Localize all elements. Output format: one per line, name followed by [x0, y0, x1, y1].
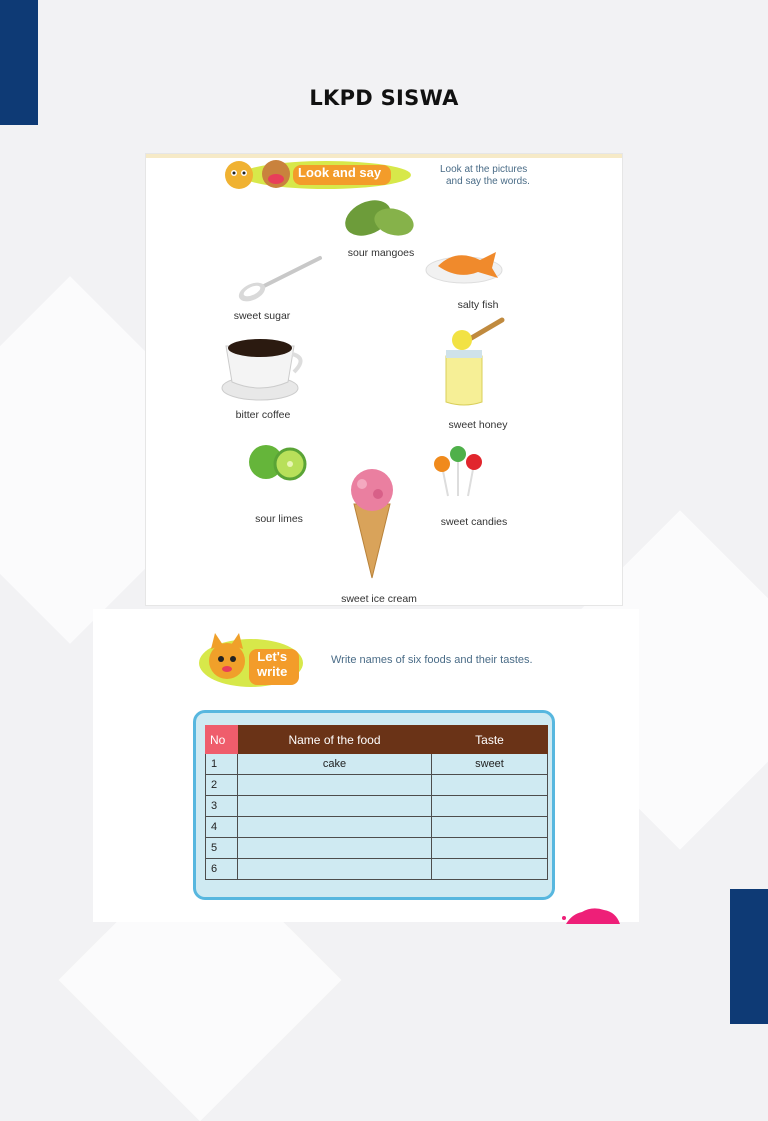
row-number: 2: [206, 775, 238, 796]
navy-corner-bottom-right: [730, 889, 768, 1024]
row-number: 1: [206, 754, 238, 775]
banner-line-2: write: [257, 664, 288, 679]
row-number: 4: [206, 817, 238, 838]
table-row: [206, 754, 548, 775]
table-row: [206, 859, 548, 880]
taste-cell[interactable]: [432, 838, 548, 859]
cat-icon: [209, 643, 245, 679]
taste-cell[interactable]: [432, 775, 548, 796]
lime-icon: [246, 440, 310, 484]
instruction-line-2: and say the words.: [446, 176, 530, 187]
food-name-cell[interactable]: [238, 796, 432, 817]
candy-icon: [432, 444, 488, 500]
food-label: sour limes: [255, 513, 303, 525]
lets-write-panel: [93, 609, 639, 922]
food-label: sour mangoes: [347, 247, 415, 259]
taste-cell[interactable]: sweet: [432, 754, 548, 775]
taste-cell[interactable]: [432, 859, 548, 880]
look-and-say-instruction: [440, 164, 530, 188]
mango-icon: [338, 194, 418, 242]
instruction-line-1: Look at the pictures: [440, 164, 528, 175]
table-row: [206, 817, 548, 838]
taste-cell[interactable]: [432, 796, 548, 817]
table-row: [206, 796, 548, 817]
food-label: sweet sugar: [233, 310, 291, 322]
food-taste-table: [205, 725, 548, 880]
food-name-cell[interactable]: [238, 838, 432, 859]
page-title: LKPD SISWA: [309, 86, 459, 110]
header-no: No: [206, 726, 238, 754]
food-name-cell[interactable]: cake: [238, 754, 432, 775]
spoon-icon: [236, 252, 326, 302]
food-name-cell[interactable]: [238, 817, 432, 838]
food-label: bitter coffee: [235, 409, 291, 421]
header-food-name: Name of the food: [238, 726, 432, 754]
honey-icon: [438, 316, 508, 408]
table-frame: [193, 710, 555, 900]
food-label: sweet honey: [448, 419, 508, 431]
row-number: 3: [206, 796, 238, 817]
food-name-cell[interactable]: [238, 775, 432, 796]
food-label: sweet candies: [440, 516, 508, 528]
look-and-say-panel: [146, 154, 622, 605]
lets-write-instruction: Write names of six foods and their tastes.: [331, 654, 533, 666]
banner-line-1: Let's: [257, 649, 288, 664]
table-row: [206, 775, 548, 796]
table-header-row: [206, 726, 548, 754]
row-number: 6: [206, 859, 238, 880]
coffee-icon: [218, 334, 308, 404]
pink-splash-icon: [562, 906, 624, 924]
food-label: salty fish: [457, 299, 499, 311]
tiger-icon: [225, 161, 253, 189]
food-name-cell[interactable]: [238, 859, 432, 880]
lets-write-label: [257, 649, 287, 679]
food-label: sweet ice cream: [341, 593, 417, 605]
header-taste: Taste: [432, 726, 548, 754]
banner-label: Look and say: [298, 165, 382, 180]
table-row: [206, 838, 548, 859]
ice-cream-icon: [344, 468, 400, 580]
row-number: 5: [206, 838, 238, 859]
taste-cell[interactable]: [432, 817, 548, 838]
fish-icon: [424, 240, 508, 288]
